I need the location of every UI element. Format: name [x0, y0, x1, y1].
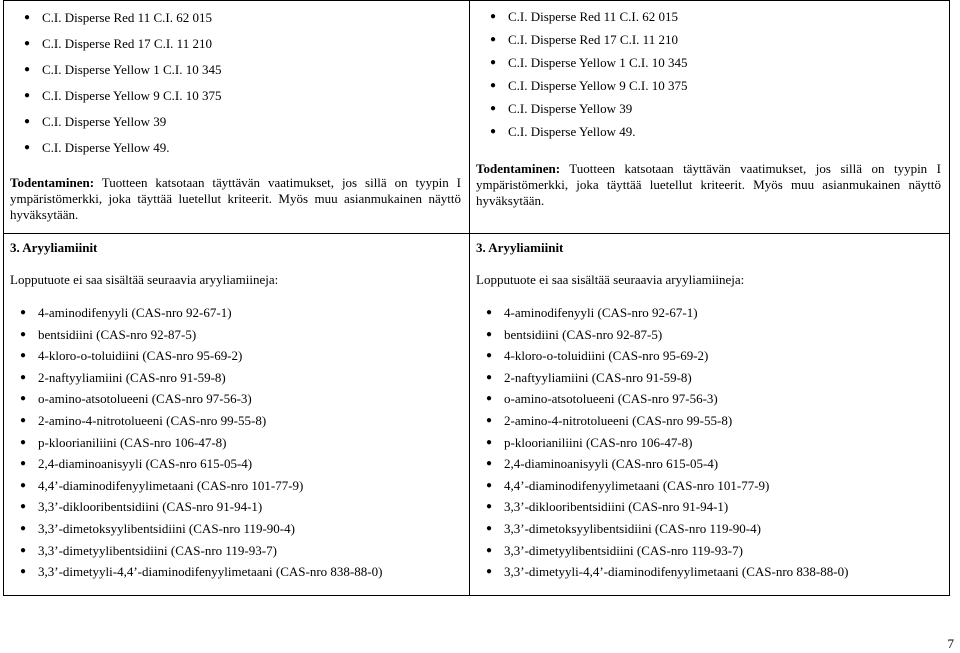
list-item [476, 432, 941, 454]
bullet-icon: ● [490, 80, 497, 91]
list-item [14, 57, 461, 83]
page-number: 7 [947, 636, 954, 651]
list-item-text: C.I. Disperse Red 17 C.I. 11 210 [508, 32, 678, 47]
verification-text: Tuotteen katsotaan täyttävän vaatimukset, jos sillä on tyypin I ympäristömerkki, joka täyttää luetellut kriteerit. Myös muu asianmukainen näyttö hyväksytään. [10, 175, 461, 222]
list-item-text: 4,4’-diaminodifenyylimetaani (CAS-nro 101-77-9) [504, 477, 770, 493]
dye-list-left [10, 1, 461, 161]
list-item-text: C.I. Disperse Red 17 C.I. 11 210 [42, 36, 212, 51]
bullet-icon: ● [486, 328, 493, 340]
list-item [10, 410, 461, 432]
cell-arylamines-left [4, 234, 470, 596]
verification-paragraph-left [10, 175, 461, 223]
bullet-icon: ● [490, 57, 497, 68]
list-item [476, 453, 941, 475]
bullet-icon: ● [486, 393, 493, 405]
bullet-icon: ● [486, 522, 493, 534]
bullet-icon: ● [486, 371, 493, 383]
bullet-icon: ● [24, 12, 31, 23]
list-item [476, 518, 941, 540]
list-item-text: 3,3’-dimetoksyylibentsidiini (CAS-nro 119-90-4) [38, 520, 295, 536]
cell-dyes-right [470, 1, 950, 234]
list-item [476, 410, 941, 432]
bullet-icon: ● [20, 501, 27, 513]
list-item [14, 31, 461, 57]
list-item-text: p-kloorianiliini (CAS-nro 106-47-8) [38, 434, 227, 450]
bullet-icon: ● [20, 436, 27, 448]
list-item-text: C.I. Disperse Yellow 1 C.I. 10 345 [508, 55, 688, 70]
list-item [476, 561, 941, 583]
list-item-text: bentsidiini (CAS-nro 92-87-5) [504, 326, 663, 342]
list-item-text: C.I. Disperse Red 11 C.I. 62 015 [508, 9, 678, 24]
comparison-table [3, 0, 950, 596]
list-item-text: C.I. Disperse Yellow 9 C.I. 10 375 [42, 88, 222, 103]
row-dyes [4, 1, 950, 234]
verification-label: Todentaminen: [476, 161, 561, 176]
row-arylamines [4, 234, 950, 596]
bullet-icon: ● [20, 544, 27, 556]
list-item [476, 345, 941, 367]
list-item [480, 5, 941, 28]
list-item-text: o-amino-atsotolueeni (CAS-nro 97-56-3) [38, 391, 252, 407]
list-item [476, 475, 941, 497]
bullet-icon: ● [20, 328, 27, 340]
bullet-icon: ● [490, 34, 497, 45]
verification-paragraph-right [476, 161, 941, 209]
amine-list-right [476, 302, 941, 583]
bullet-icon: ● [20, 414, 27, 426]
dye-list-right [476, 1, 941, 143]
bullet-icon: ● [20, 458, 27, 470]
list-item-text: 2,4-diaminoanisyyli (CAS-nro 615-05-4) [38, 456, 253, 472]
section-heading: 3. Aryyliamiinit [10, 240, 98, 255]
bullet-icon: ● [24, 142, 31, 153]
bullet-icon: ● [24, 116, 31, 127]
bullet-icon: ● [20, 566, 27, 578]
list-item-text: C.I. Disperse Yellow 39 [42, 114, 167, 129]
bullet-icon: ● [486, 350, 493, 362]
list-item [480, 51, 941, 74]
bullet-icon: ● [486, 414, 493, 426]
list-item [476, 496, 941, 518]
list-item [14, 5, 461, 31]
list-item-text: 2-naftyyliamiini (CAS-nro 91-59-8) [504, 369, 692, 385]
cell-arylamines-right [470, 234, 950, 596]
list-item-text: 3,3’-dimetoksyylibentsidiini (CAS-nro 119-90-4) [504, 520, 761, 536]
list-item [10, 367, 461, 389]
bullet-icon: ● [486, 501, 493, 513]
list-item-text: 3,3’-dimetyylibentsidiini (CAS-nro 119-93-7) [504, 542, 743, 558]
list-item [10, 453, 461, 475]
list-item [10, 302, 461, 324]
list-item [10, 561, 461, 583]
bullet-icon: ● [24, 38, 31, 49]
list-item [480, 97, 941, 120]
list-item [10, 540, 461, 562]
list-item [476, 324, 941, 346]
list-item [14, 135, 461, 161]
bullet-icon: ● [486, 479, 493, 491]
list-item [476, 367, 941, 389]
bullet-icon: ● [20, 350, 27, 362]
list-item-text: 4,4’-diaminodifenyylimetaani (CAS-nro 101-77-9) [38, 477, 304, 493]
bullet-icon: ● [486, 436, 493, 448]
list-item-text: C.I. Disperse Red 11 C.I. 62 015 [42, 10, 212, 25]
list-item-text: C.I. Disperse Yellow 9 C.I. 10 375 [508, 78, 688, 93]
list-item [480, 120, 941, 143]
bullet-icon: ● [24, 90, 31, 101]
bullet-icon: ● [20, 307, 27, 318]
list-item [476, 540, 941, 562]
list-item [14, 83, 461, 109]
list-item-text: C.I. Disperse Yellow 49. [42, 140, 170, 155]
list-item-text: 2,4-diaminoanisyyli (CAS-nro 615-05-4) [504, 456, 719, 472]
verification-text: Tuotteen katsotaan täyttävän vaatimukset, jos sillä on tyypin I ympäristömerkki, joka täyttää luetellut kriteerit. Myös muu asianmukainen näyttö hyväksytään. [476, 161, 941, 208]
list-item-text: C.I. Disperse Yellow 1 C.I. 10 345 [42, 62, 222, 77]
list-item [10, 345, 461, 367]
list-item-text: 3,3’-dimetyyli-4,4’-diaminodifenyylimetaani (CAS-nro 838-88-0) [38, 564, 383, 580]
bullet-icon: ● [486, 307, 493, 318]
list-item [476, 388, 941, 410]
cell-dyes-left [4, 1, 470, 234]
list-item-text: 2-naftyyliamiini (CAS-nro 91-59-8) [38, 369, 226, 385]
bullet-icon: ● [20, 522, 27, 534]
bullet-icon: ● [486, 566, 493, 578]
bullet-icon: ● [20, 479, 27, 491]
list-item-text: 3,3’-diklooribentsidiini (CAS-nro 91-94-1) [38, 499, 263, 515]
list-item-text: 4-kloro-o-toluidiini (CAS-nro 95-69-2) [504, 348, 709, 364]
list-item [10, 475, 461, 497]
bullet-icon: ● [490, 126, 497, 137]
list-item-text: 4-aminodifenyyli (CAS-nro 92-67-1) [38, 305, 232, 320]
list-item [10, 496, 461, 518]
list-item [480, 28, 941, 51]
list-item [10, 388, 461, 410]
list-item-text: 2-amino-4-nitrotolueeni (CAS-nro 99-55-8) [504, 412, 733, 428]
list-item-text: 3,3’-diklooribentsidiini (CAS-nro 91-94-1) [504, 499, 729, 515]
verification-label: Todentaminen: [10, 175, 95, 190]
section-heading: 3. Aryyliamiinit [476, 240, 564, 255]
list-item-text: 4-aminodifenyyli (CAS-nro 92-67-1) [504, 305, 698, 320]
list-item-text: bentsidiini (CAS-nro 92-87-5) [38, 326, 197, 342]
list-item [14, 109, 461, 135]
bullet-icon: ● [20, 371, 27, 383]
list-item [10, 518, 461, 540]
list-item-text: 4-kloro-o-toluidiini (CAS-nro 95-69-2) [38, 348, 243, 364]
bullet-icon: ● [490, 11, 497, 22]
list-item-text: C.I. Disperse Yellow 39 [508, 101, 633, 116]
list-item-text: 3,3’-dimetyyli-4,4’-diaminodifenyylimetaani (CAS-nro 838-88-0) [504, 564, 849, 580]
list-item-text: C.I. Disperse Yellow 49. [508, 124, 636, 139]
list-item [10, 324, 461, 346]
list-item [480, 74, 941, 97]
amine-list-left [10, 302, 461, 583]
bullet-icon: ● [490, 103, 497, 114]
bullet-icon: ● [20, 393, 27, 405]
section-intro: Lopputuote ei saa sisältää seuraavia aryyliamiineja: [10, 272, 279, 287]
list-item-text: o-amino-atsotolueeni (CAS-nro 97-56-3) [504, 391, 718, 407]
list-item [476, 302, 941, 324]
list-item-text: 3,3’-dimetyylibentsidiini (CAS-nro 119-93-7) [38, 542, 277, 558]
list-item [10, 432, 461, 454]
section-intro: Lopputuote ei saa sisältää seuraavia aryyliamiineja: [476, 272, 745, 287]
bullet-icon: ● [486, 544, 493, 556]
bullet-icon: ● [486, 458, 493, 470]
list-item-text: p-kloorianiliini (CAS-nro 106-47-8) [504, 434, 693, 450]
bullet-icon: ● [24, 64, 31, 75]
list-item-text: 2-amino-4-nitrotolueeni (CAS-nro 99-55-8) [38, 412, 267, 428]
